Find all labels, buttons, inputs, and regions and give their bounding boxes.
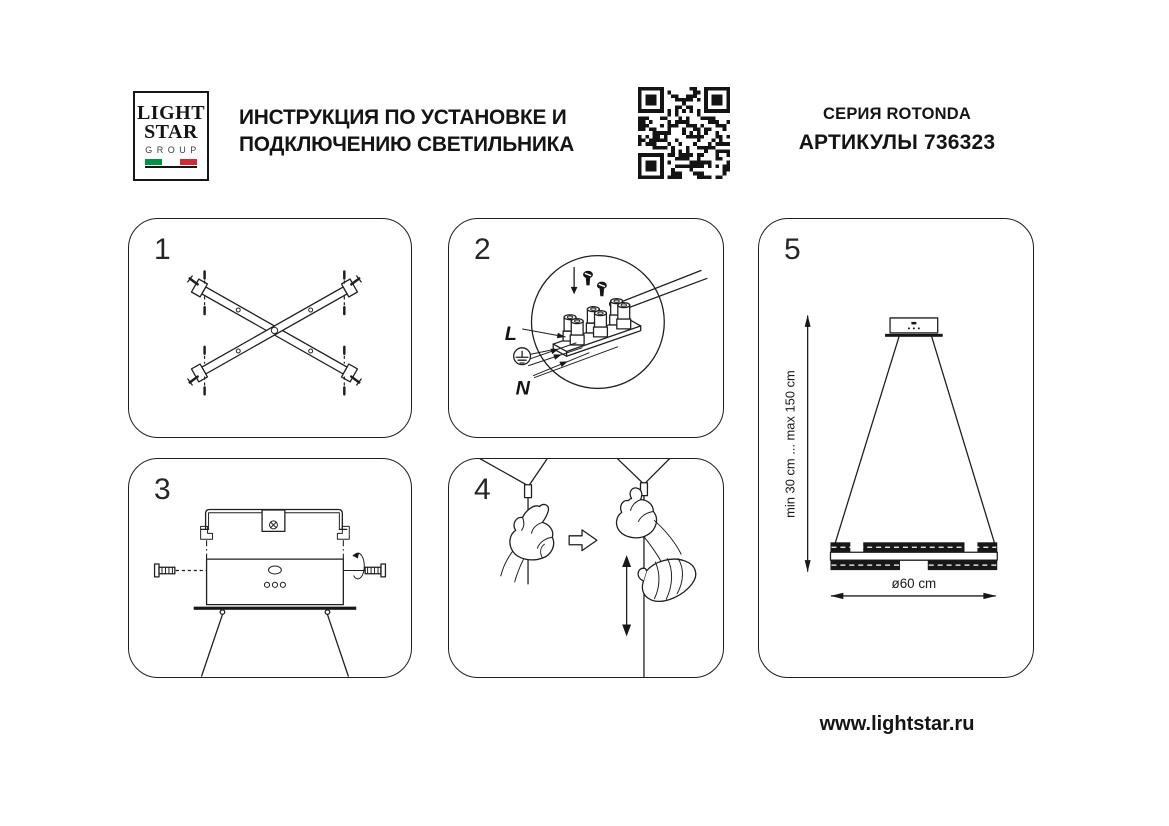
step-number: 5 bbox=[784, 233, 801, 266]
instruction-step-3 bbox=[128, 458, 412, 678]
page-title-line2: ПОДКЛЮЧЕНИЮ СВЕТИЛЬНИКА bbox=[239, 132, 575, 156]
step-number: 3 bbox=[154, 473, 171, 506]
page-title bbox=[239, 104, 574, 158]
hand-right-lower bbox=[638, 559, 696, 602]
logo-word-group: GROUP bbox=[145, 145, 201, 155]
instruction-step-4 bbox=[448, 458, 724, 678]
pendant-dimensions-diagram bbox=[759, 219, 1033, 677]
article-label: АРТИКУЛЫ 736323 bbox=[798, 131, 996, 154]
series-label: СЕРИЯ ROTONDA bbox=[823, 105, 971, 123]
website-link: www.lightstar.ru bbox=[819, 713, 975, 735]
logo-word-light: LIGHT bbox=[136, 102, 206, 124]
next-arrow-icon bbox=[569, 530, 597, 551]
diameter-dimension bbox=[830, 576, 996, 599]
diameter-dimension-label: ø60 cm bbox=[891, 575, 937, 591]
ground-symbol bbox=[514, 348, 531, 365]
hand-right-upper bbox=[617, 488, 682, 562]
instruction-step-5 bbox=[758, 218, 1034, 678]
instruction-step-2 bbox=[448, 218, 724, 438]
terminal-screws bbox=[571, 268, 607, 297]
height-dimension bbox=[783, 315, 811, 572]
step-number: 2 bbox=[474, 233, 491, 266]
qr-code bbox=[638, 87, 730, 179]
step-number: 4 bbox=[474, 473, 491, 506]
height-dimension-label: min 30 cm ... max 150 cm bbox=[782, 370, 798, 518]
neutral-wire-label: N bbox=[515, 377, 530, 400]
logo-word-star: STAR bbox=[144, 121, 198, 143]
hand-left bbox=[501, 505, 554, 582]
mounting-bars-diagram bbox=[129, 219, 411, 437]
italian-flag-icon bbox=[145, 159, 197, 168]
canopy-mounting-diagram bbox=[129, 459, 411, 677]
up-down-arrow-icon bbox=[622, 555, 631, 636]
page-title-line1: ИНСТРУКЦИЯ ПО УСТАНОВКЕ И bbox=[239, 105, 567, 129]
live-wire-label: L bbox=[504, 322, 517, 345]
instruction-step-1 bbox=[128, 218, 412, 438]
step-number: 1 bbox=[154, 233, 171, 266]
ring-fixture bbox=[830, 542, 997, 570]
lightstar-logo bbox=[133, 91, 209, 181]
product-info bbox=[758, 105, 1036, 155]
